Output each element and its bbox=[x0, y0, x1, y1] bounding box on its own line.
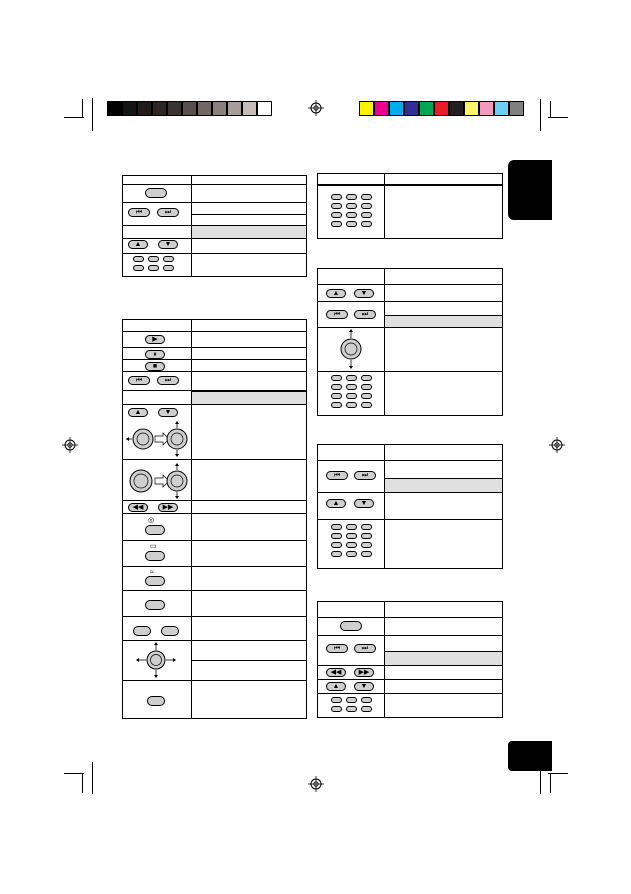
number-key[interactable] bbox=[133, 265, 144, 271]
skip-previous-button[interactable] bbox=[326, 310, 348, 319]
pause-button[interactable] bbox=[145, 350, 165, 359]
up-button[interactable] bbox=[326, 682, 346, 691]
number-key[interactable] bbox=[361, 384, 372, 390]
number-key[interactable] bbox=[361, 393, 372, 399]
fast-forward-button[interactable] bbox=[158, 503, 178, 512]
audio-icon: ◎ bbox=[148, 517, 155, 524]
number-key[interactable] bbox=[361, 212, 372, 218]
number-key[interactable] bbox=[361, 524, 372, 530]
gray-bar-swatch bbox=[197, 101, 212, 116]
number-key[interactable] bbox=[346, 533, 357, 539]
control-stick-icon[interactable] bbox=[135, 642, 177, 678]
skip-next-button[interactable] bbox=[157, 376, 179, 385]
gray-bar-swatch bbox=[212, 101, 227, 116]
number-key[interactable] bbox=[331, 697, 342, 703]
menu-button[interactable] bbox=[145, 188, 167, 198]
rewind-button[interactable] bbox=[326, 668, 346, 677]
skip-previous-button[interactable] bbox=[128, 376, 150, 385]
left-table-1 bbox=[122, 175, 307, 277]
control-stick-turn-diagram bbox=[125, 462, 189, 500]
number-key[interactable] bbox=[331, 375, 342, 381]
number-key[interactable] bbox=[331, 194, 342, 200]
number-key[interactable] bbox=[331, 402, 342, 408]
number-key[interactable] bbox=[331, 393, 342, 399]
number-key[interactable] bbox=[361, 375, 372, 381]
pause-icon: ⏸ bbox=[153, 351, 157, 358]
number-key[interactable] bbox=[346, 194, 357, 200]
down-arrow-icon: ▼ bbox=[360, 290, 368, 297]
number-key[interactable] bbox=[331, 203, 342, 209]
function-button-3[interactable] bbox=[161, 626, 179, 636]
number-key[interactable] bbox=[331, 533, 342, 539]
play-icon: ▶ bbox=[152, 336, 158, 343]
skip-next-button[interactable] bbox=[354, 310, 376, 319]
gray-bar-swatch bbox=[137, 101, 152, 116]
stop-icon: ■ bbox=[152, 363, 158, 370]
gray-bar-swatch bbox=[122, 101, 137, 116]
number-key[interactable] bbox=[346, 706, 357, 712]
skip-next-button[interactable] bbox=[354, 644, 376, 653]
number-key[interactable] bbox=[331, 542, 342, 548]
skip-previous-icon: ⏮ bbox=[333, 311, 341, 318]
skip-next-icon: ⏭ bbox=[361, 645, 369, 652]
gray-bar-swatch bbox=[152, 101, 167, 116]
right-table-2 bbox=[317, 268, 503, 416]
number-key[interactable] bbox=[346, 212, 357, 218]
number-key[interactable] bbox=[361, 402, 372, 408]
up-arrow-icon: ▲ bbox=[134, 409, 142, 416]
skip-next-icon: ⏭ bbox=[361, 472, 369, 479]
function-button-1[interactable] bbox=[145, 600, 165, 610]
number-key[interactable] bbox=[346, 375, 357, 381]
menu-button[interactable] bbox=[340, 621, 362, 631]
gray-bar-swatch bbox=[227, 101, 242, 116]
number-key[interactable] bbox=[346, 524, 357, 530]
number-key[interactable] bbox=[361, 697, 372, 703]
number-key[interactable] bbox=[346, 384, 357, 390]
number-key[interactable] bbox=[346, 221, 357, 227]
number-key[interactable] bbox=[361, 221, 372, 227]
number-key[interactable] bbox=[361, 551, 372, 557]
right-table-4 bbox=[317, 601, 503, 718]
number-key[interactable] bbox=[331, 384, 342, 390]
right-table-1 bbox=[317, 173, 503, 239]
color-bar-swatch bbox=[479, 101, 494, 116]
subtitle-icon: ▭ bbox=[150, 543, 157, 550]
registration-mark-left bbox=[62, 437, 78, 453]
rewind-icon: ◀◀ bbox=[330, 669, 342, 676]
down-arrow-icon: ▼ bbox=[360, 500, 368, 507]
number-key[interactable] bbox=[346, 697, 357, 703]
color-bar-swatch bbox=[494, 101, 509, 116]
number-key[interactable] bbox=[133, 256, 144, 262]
gray-bar-swatch bbox=[257, 101, 272, 116]
up-arrow-icon: ▲ bbox=[332, 683, 340, 690]
skip-previous-button[interactable] bbox=[128, 208, 150, 217]
number-key[interactable] bbox=[346, 203, 357, 209]
rewind-icon: ◀◀ bbox=[132, 504, 144, 511]
down-button[interactable] bbox=[354, 499, 374, 508]
number-key[interactable] bbox=[163, 265, 174, 271]
number-key[interactable] bbox=[346, 542, 357, 548]
color-bar-swatch bbox=[374, 101, 389, 116]
audio-button[interactable] bbox=[145, 525, 165, 535]
rewind-button[interactable] bbox=[128, 503, 148, 512]
number-key[interactable] bbox=[331, 221, 342, 227]
language-tab bbox=[508, 160, 552, 220]
number-key[interactable] bbox=[346, 551, 357, 557]
page-number-block bbox=[508, 741, 552, 771]
up-button[interactable] bbox=[326, 499, 346, 508]
right-table-3 bbox=[317, 444, 503, 569]
number-key[interactable] bbox=[361, 203, 372, 209]
down-button[interactable] bbox=[158, 240, 178, 249]
color-bar-swatch bbox=[449, 101, 464, 116]
down-button[interactable] bbox=[354, 289, 374, 298]
fast-forward-button[interactable] bbox=[354, 668, 374, 677]
number-key[interactable] bbox=[331, 212, 342, 218]
gray-bar-swatch bbox=[107, 101, 122, 116]
down-arrow-icon: ▼ bbox=[360, 683, 368, 690]
registration-mark-bottom bbox=[308, 776, 324, 792]
number-key[interactable] bbox=[331, 706, 342, 712]
up-arrow-icon: ▲ bbox=[332, 290, 340, 297]
skip-next-button[interactable] bbox=[157, 208, 179, 217]
number-key[interactable] bbox=[331, 524, 342, 530]
color-bar-swatch bbox=[419, 101, 434, 116]
skip-previous-icon: ⏮ bbox=[333, 472, 341, 479]
down-button[interactable] bbox=[158, 408, 178, 417]
gray-bar-swatch bbox=[182, 101, 197, 116]
skip-next-icon: ⏭ bbox=[164, 377, 172, 384]
number-key[interactable] bbox=[361, 194, 372, 200]
control-stick-press-diagram bbox=[125, 420, 189, 458]
down-arrow-icon: ▼ bbox=[164, 409, 172, 416]
skip-previous-button[interactable] bbox=[326, 644, 348, 653]
number-key[interactable] bbox=[148, 265, 159, 271]
stop-button[interactable] bbox=[145, 362, 165, 371]
angle-button[interactable] bbox=[145, 576, 165, 586]
subtitle-button[interactable] bbox=[145, 551, 165, 561]
left-table-2 bbox=[122, 319, 307, 719]
fast-forward-icon: ▶▶ bbox=[358, 669, 370, 676]
play-button[interactable] bbox=[145, 335, 165, 344]
up-arrow-icon: ▲ bbox=[332, 500, 340, 507]
up-button[interactable] bbox=[128, 240, 148, 249]
skip-previous-icon: ⏮ bbox=[333, 645, 341, 652]
skip-next-button[interactable] bbox=[354, 471, 376, 480]
skip-previous-icon: ⏮ bbox=[135, 209, 143, 216]
control-stick-press-icon[interactable] bbox=[336, 329, 366, 369]
down-button[interactable] bbox=[354, 682, 374, 691]
skip-next-icon: ⏭ bbox=[164, 209, 172, 216]
color-bar-swatch bbox=[389, 101, 404, 116]
up-arrow-icon: ▲ bbox=[134, 241, 142, 248]
function-button-4[interactable] bbox=[147, 696, 165, 706]
number-key[interactable] bbox=[163, 256, 174, 262]
function-button-2[interactable] bbox=[133, 626, 151, 636]
number-key[interactable] bbox=[346, 402, 357, 408]
color-bar-swatch bbox=[404, 101, 419, 116]
gray-bar-swatch bbox=[167, 101, 182, 116]
registration-mark-right bbox=[549, 437, 565, 453]
skip-previous-icon: ⏮ bbox=[135, 377, 143, 384]
fast-forward-icon: ▶▶ bbox=[162, 504, 174, 511]
color-bar-swatch bbox=[509, 101, 524, 116]
number-key[interactable] bbox=[346, 393, 357, 399]
registration-mark-top bbox=[308, 100, 324, 116]
skip-previous-button[interactable] bbox=[326, 471, 348, 480]
number-key[interactable] bbox=[361, 542, 372, 548]
color-bar-swatch bbox=[464, 101, 479, 116]
skip-next-icon: ⏭ bbox=[361, 311, 369, 318]
up-button[interactable] bbox=[326, 289, 346, 298]
number-key[interactable] bbox=[331, 551, 342, 557]
angle-icon: ≈ bbox=[150, 569, 154, 576]
color-bar-swatch bbox=[359, 101, 374, 116]
color-bar-swatch bbox=[434, 101, 449, 116]
number-key[interactable] bbox=[361, 706, 372, 712]
number-key[interactable] bbox=[148, 256, 159, 262]
down-arrow-icon: ▼ bbox=[164, 241, 172, 248]
number-key[interactable] bbox=[361, 533, 372, 539]
gray-bar-swatch bbox=[242, 101, 257, 116]
up-button[interactable] bbox=[128, 408, 148, 417]
